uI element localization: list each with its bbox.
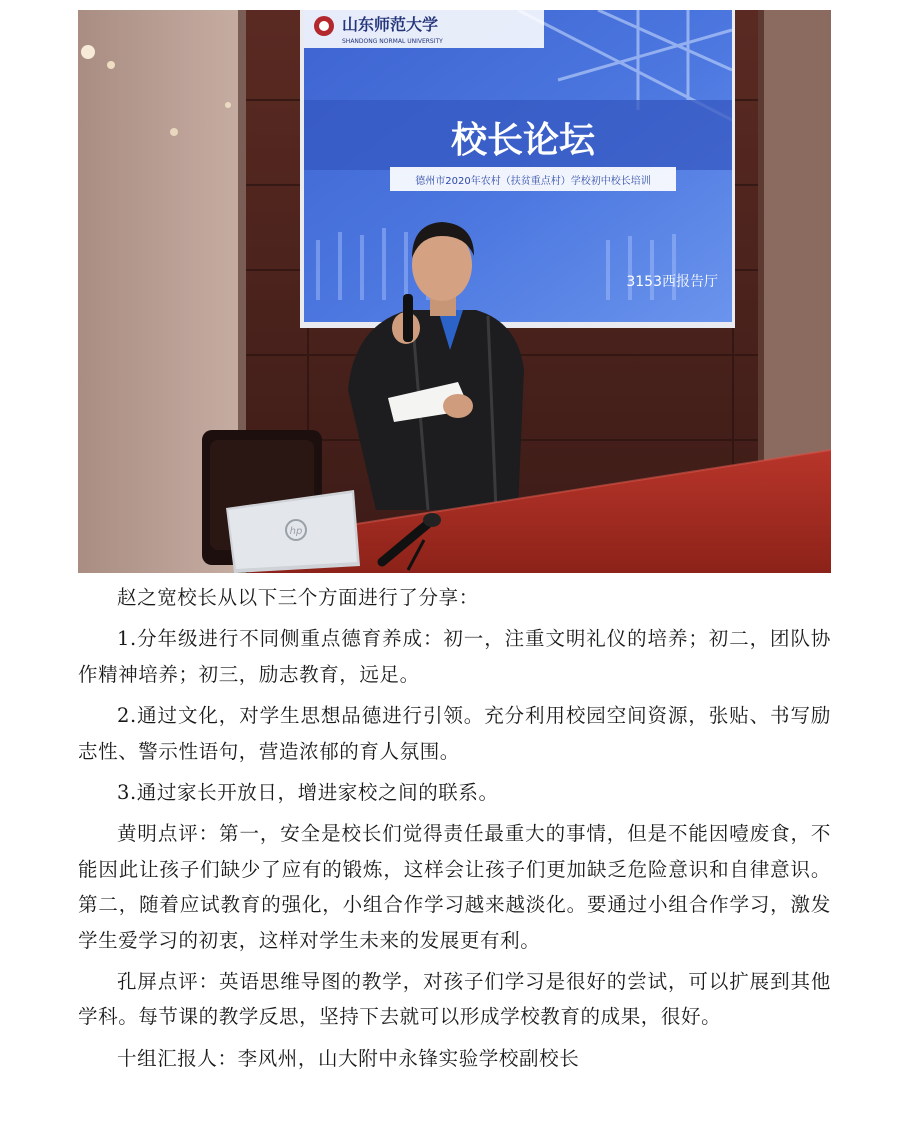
paragraph-point-1: 1.分年级进行不同侧重点德育养成：初一，注重文明礼仪的培养；初二，团队协作精神培养；初三，励志教育，远足。 — [78, 627, 831, 686]
paragraph-point-3: 3.通过家长开放日，增进家校之间的联系。 — [117, 781, 499, 805]
slide-title: 校长论坛 — [450, 120, 596, 161]
slide-subtitle: 德州市2020年农村（扶贫重点村）学校初中校长培训 — [415, 176, 651, 187]
paragraph-intro: 赵之宽校长从以下三个方面进行了分享： — [117, 586, 479, 609]
paragraph-point-2: 2.通过文化，对学生思想品德进行引领。充分利用校园空间资源，张贴、书写励志性、警示性语句，营造浓郁的育人氛围。 — [78, 704, 831, 763]
paragraph-huangming-comment: 黄明点评：第一，安全是校长们觉得责任最重大的事情，但是不能因噎废食，不能因此让孩子们缺少了应有的锻炼，这样会让孩子们更加缺乏危险意识和自律意识。第二，随着应试教育的强化，小组合作学习越来越淡化。要通过小组合作学习，激发学生爱学习的初衷，这样对学生未来的发展更有利。 — [78, 822, 831, 952]
slide-room: 3153西报告厅 — [626, 274, 718, 290]
paragraph-kongping-comment: 孔屏点评：英语思维导图的教学，对孩子们学习是很好的尝试，可以扩展到其他学科。每节课的教学反思，坚持下去就可以形成学校教育的成果，很好。 — [78, 970, 831, 1029]
article-body — [78, 580, 831, 1076]
slide-logo-text: 山东师范大学 — [342, 15, 439, 34]
paragraph-group10-reporter: 十组汇报人：李风州，山大附中永锋实验学校副校长 — [117, 1046, 580, 1070]
laptop-logo: hp — [289, 526, 303, 537]
slide-logo-subtext: SHANDONG NORMAL UNIVERSITY — [342, 38, 443, 45]
event-photo — [78, 10, 831, 573]
